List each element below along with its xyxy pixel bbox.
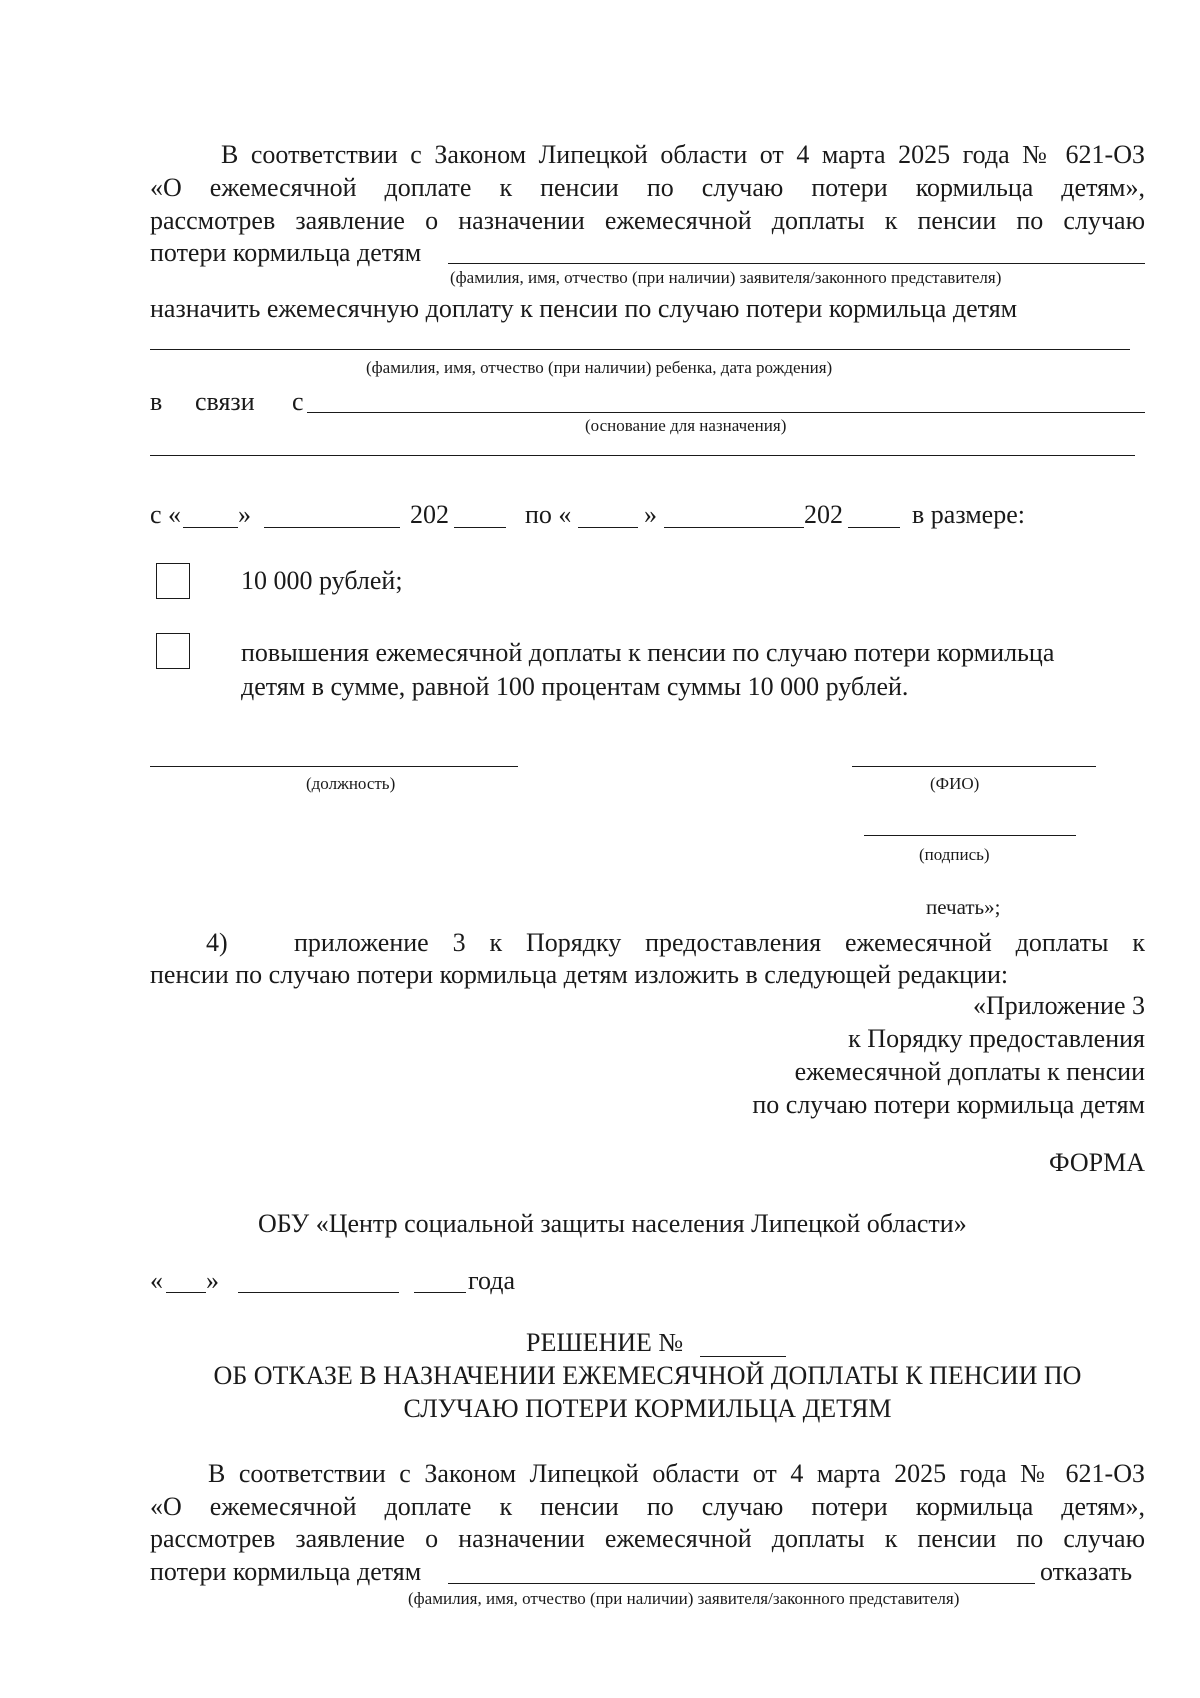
svyazi-word: связи [195,387,255,416]
appendix-line1: «Приложение 3 [972,991,1145,1020]
option1-label: 10 000 рублей; [241,566,403,595]
period-202a: 202 [410,500,449,529]
basis-blank-line-2 [150,455,1135,456]
hint-basis: (основание для назначения) [585,416,787,435]
p2-line2: «О ежемесячной доплате к пенсии по случаю потери кормильца детям», [150,1492,1145,1521]
sig-seal: печать»; [926,895,1001,919]
basis-blank-line [307,412,1145,413]
p2-line4-end: отказать [1040,1557,1133,1586]
period-po: по « [525,500,572,529]
sig-position: (должность) [306,774,396,793]
decision-title: РЕШЕНИЕ № [526,1328,684,1357]
svyazi-s: с [292,387,304,416]
p1-line5: назначить ежемесячную доплату к пенсии по случаю потери кормильца детям [150,294,1018,323]
decision-subtitle-1: ОБ ОТКАЗЕ В НАЗНАЧЕНИИ ЕЖЕМЕСЯЧНОЙ ДОПЛАТЫ К ПЕНСИИ ПО [213,1361,1082,1390]
p2-line4-start: потери кормильца детям [150,1557,422,1586]
period-year1-blank [454,527,506,528]
hint-applicant: (фамилия, имя, отчество (при наличии) заявителя/законного представителя) [450,268,1002,287]
period-day1-blank [183,527,238,528]
date-year-word: года [468,1266,516,1295]
appendix-line4: по случаю потери кормильца детям [752,1090,1145,1119]
p1-line3: рассмотрев заявление о назначении ежемесячной доплаты к пенсии по случаю [150,206,1145,235]
p1-line4: потери кормильца детям [150,238,422,267]
org-name: ОБУ «Центр социальной защиты населения Липецкой области» [258,1209,967,1238]
decision-number-blank [700,1356,786,1357]
period-day2-blank [578,527,638,528]
period-s: с « [150,500,182,529]
period-q1: » [238,500,251,529]
p2-line1: В соответствии с Законом Липецкой области от 4 марта 2025 года № 621-ОЗ [208,1459,1145,1488]
p2-applicant-blank-line [448,1583,1035,1584]
hint-child: (фамилия, имя, отчество (при наличии) ребенка, дата рождения) [366,358,833,377]
period-year2-blank [848,527,900,528]
sig-fio: (ФИО) [930,774,980,793]
item4-line2: пенсии по случаю потери кормильца детям изложить в следующей редакции: [150,960,1009,989]
position-blank-line [150,766,518,767]
signature-blank-line [864,835,1076,836]
p2-hint-applicant: (фамилия, имя, отчество (при наличии) заявителя/законного представителя) [408,1589,960,1608]
date-close-quote: » [206,1266,219,1295]
sig-signature: (подпись) [919,845,990,864]
fio-blank-line [852,766,1096,767]
svyazi-v: в [150,387,163,416]
date-open-quote: « [150,1266,163,1295]
child-blank-line [150,349,1130,350]
p2-line3: рассмотрев заявление о назначении ежемесячной доплаты к пенсии по случаю [150,1524,1145,1553]
date-year-blank [414,1292,466,1293]
forma-label: ФОРМА [1049,1148,1145,1177]
p1-line2: «О ежемесячной доплате к пенсии по случаю потери кормильца детям», [150,173,1145,202]
item4-line1: приложение 3 к Порядку предоставления ежемесячной доплаты к [294,928,1145,957]
period-amount: в размере: [912,500,1025,529]
period-month2-blank [664,527,804,528]
period-q2: » [644,500,657,529]
option1-checkbox[interactable] [156,563,190,599]
item4-number: 4) [206,928,228,957]
decision-subtitle-2: СЛУЧАЮ ПОТЕРИ КОРМИЛЬЦА ДЕТЯМ [403,1394,892,1423]
period-month1-blank [264,527,400,528]
option2-line1: повышения ежемесячной доплаты к пенсии по случаю потери кормильца [241,638,1055,667]
option2-checkbox[interactable] [156,633,190,669]
applicant-blank-line [448,263,1145,264]
appendix-line3: ежемесячной доплаты к пенсии [794,1057,1145,1086]
appendix-line2: к Порядку предоставления [848,1024,1145,1053]
option2-line2: детям в сумме, равной 100 процентам суммы 10 000 рублей. [241,672,909,701]
period-202b: 202 [804,500,843,529]
date-day-blank [166,1292,206,1293]
p1-line1: В соответствии с Законом Липецкой области от 4 марта 2025 года № 621-ОЗ [221,140,1145,169]
date-month-blank [238,1292,399,1293]
